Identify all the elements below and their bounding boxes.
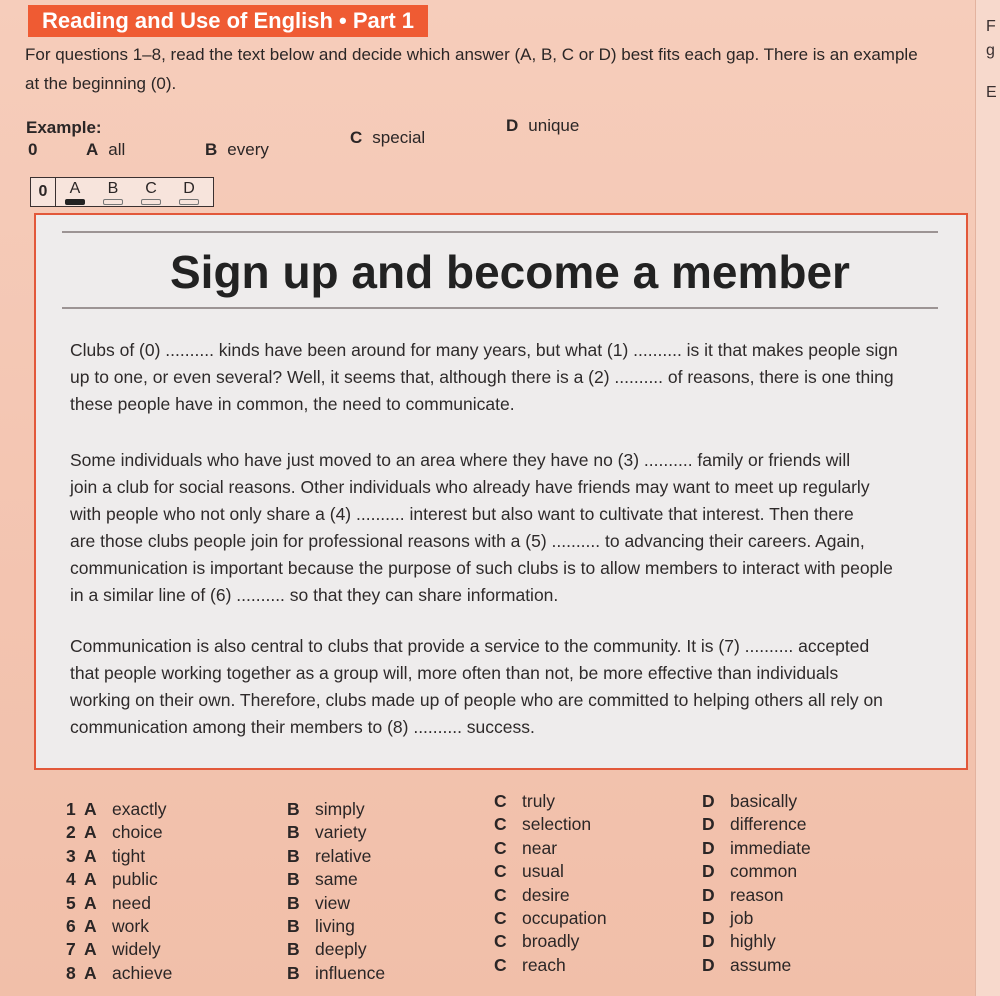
option-row: D immediate bbox=[702, 837, 811, 858]
option-row: D job bbox=[702, 908, 754, 929]
article-paragraph bbox=[70, 633, 883, 741]
example-answer-box bbox=[30, 177, 214, 207]
top-rule bbox=[62, 231, 938, 233]
option-row: C selection bbox=[494, 814, 592, 835]
option-row: B view bbox=[287, 892, 351, 913]
example-title: Example: bbox=[26, 118, 102, 137]
section-banner: Reading and Use of English • Part 1 bbox=[28, 5, 428, 37]
text-line: Some individuals who have just moved to an area where they have no (3) .......... family or friends will bbox=[70, 450, 851, 470]
article-title: Sign up and become a member bbox=[170, 246, 850, 298]
option-row: C truly bbox=[494, 791, 556, 811]
option-row: 6 A work bbox=[66, 916, 149, 937]
option-row: B deeply bbox=[287, 939, 367, 960]
option-row: C broadly bbox=[494, 931, 580, 952]
text-line: with people who not only share a (4) .......... interest but also want to cultivate that interest. Then there bbox=[70, 504, 854, 524]
text-line: up to one, or even several? Well, it seems that, although there is a (2) .......... of reasons, there is one thing bbox=[70, 367, 894, 387]
answer-option-d: D bbox=[170, 180, 208, 205]
option-row: B relative bbox=[287, 845, 372, 866]
option-row: 2 A choice bbox=[66, 822, 163, 843]
answer-mark-empty bbox=[103, 199, 123, 205]
example-option-c: C special bbox=[350, 128, 426, 147]
title-rule bbox=[62, 307, 938, 309]
option-row: B variety bbox=[287, 822, 367, 843]
option-row: D assume bbox=[702, 954, 792, 975]
option-row: 1 A exactly bbox=[66, 799, 167, 819]
answer-option-a: A bbox=[56, 180, 94, 205]
option-row: 5 A need bbox=[66, 892, 151, 913]
text-line: are those clubs people join for professional reasons with a (5) .......... to advancing their careers. Again, bbox=[70, 531, 865, 551]
option-row: B living bbox=[287, 916, 355, 937]
next-page-edge bbox=[975, 0, 1000, 996]
option-row: B influence bbox=[287, 962, 386, 983]
option-row: 7 A widely bbox=[66, 939, 161, 960]
instructions bbox=[25, 40, 975, 98]
option-row: C occupation bbox=[494, 908, 607, 929]
text-line: Clubs of (0) .......... kinds have been around for many years, but what (1) .......... is it that makes people sign bbox=[70, 340, 898, 360]
side-letter: F bbox=[986, 18, 996, 35]
example-option-d: D unique bbox=[506, 116, 580, 135]
text-line: communication among their members to (8) .......... success. bbox=[70, 717, 535, 737]
option-row: C near bbox=[494, 837, 558, 858]
option-row: B simply bbox=[287, 799, 365, 819]
text-line: join a club for social reasons. Other individuals who already have friends may want to meet up regularly bbox=[70, 477, 870, 497]
answer-box-number: 0 bbox=[31, 178, 56, 206]
option-row: C reach bbox=[494, 954, 566, 975]
answer-option-c: C bbox=[132, 180, 170, 205]
article-paragraph bbox=[70, 337, 898, 418]
options-column-b bbox=[287, 798, 385, 985]
answer-mark-filled bbox=[65, 199, 85, 205]
options-column-c bbox=[494, 790, 607, 977]
option-row: D difference bbox=[702, 814, 807, 835]
answer-option-b: B bbox=[94, 180, 132, 205]
answer-mark-empty bbox=[179, 199, 199, 205]
text-line: in a similar line of (6) .......... so that they can share information. bbox=[70, 585, 559, 605]
text-line: these people have in common, the need to communicate. bbox=[70, 394, 515, 414]
example-option-b: B every bbox=[205, 140, 269, 159]
example-number: 0 bbox=[28, 140, 38, 159]
option-row: D common bbox=[702, 861, 798, 882]
option-row: C usual bbox=[494, 861, 564, 882]
instructions-line: For questions 1–8, read the text below and decide which answer (A, B, C or D) best fits each gap. There is an example bbox=[25, 45, 918, 64]
article-panel bbox=[34, 213, 968, 770]
options-column-a bbox=[66, 798, 172, 985]
answer-mark-empty bbox=[141, 199, 161, 205]
side-letter: g bbox=[986, 42, 995, 59]
option-row: C desire bbox=[494, 884, 570, 905]
option-row: 8 A achieve bbox=[66, 962, 173, 983]
text-line: communication is important because the purpose of such clubs is to allow members to interact with people bbox=[70, 558, 893, 578]
text-line: working on their own. Therefore, clubs made up of people who are committed to helping others all rely on bbox=[70, 690, 883, 710]
side-letter: E bbox=[986, 84, 997, 101]
option-row: D reason bbox=[702, 884, 784, 905]
example-option-a: A all bbox=[86, 140, 126, 159]
text-line: that people working together as a group will, more often than not, be more effective than individuals bbox=[70, 663, 839, 683]
option-row: 4 A public bbox=[66, 869, 158, 890]
instructions-line: at the beginning (0). bbox=[25, 74, 177, 93]
option-row: D basically bbox=[702, 791, 798, 811]
options-column-d bbox=[702, 790, 811, 977]
article-paragraph bbox=[70, 447, 893, 609]
option-row: D highly bbox=[702, 931, 776, 952]
option-row: 3 A tight bbox=[66, 845, 146, 866]
text-line: Communication is also central to clubs that provide a service to the community. It is (7) .......... accepted bbox=[70, 636, 870, 656]
option-row: B same bbox=[287, 869, 358, 890]
